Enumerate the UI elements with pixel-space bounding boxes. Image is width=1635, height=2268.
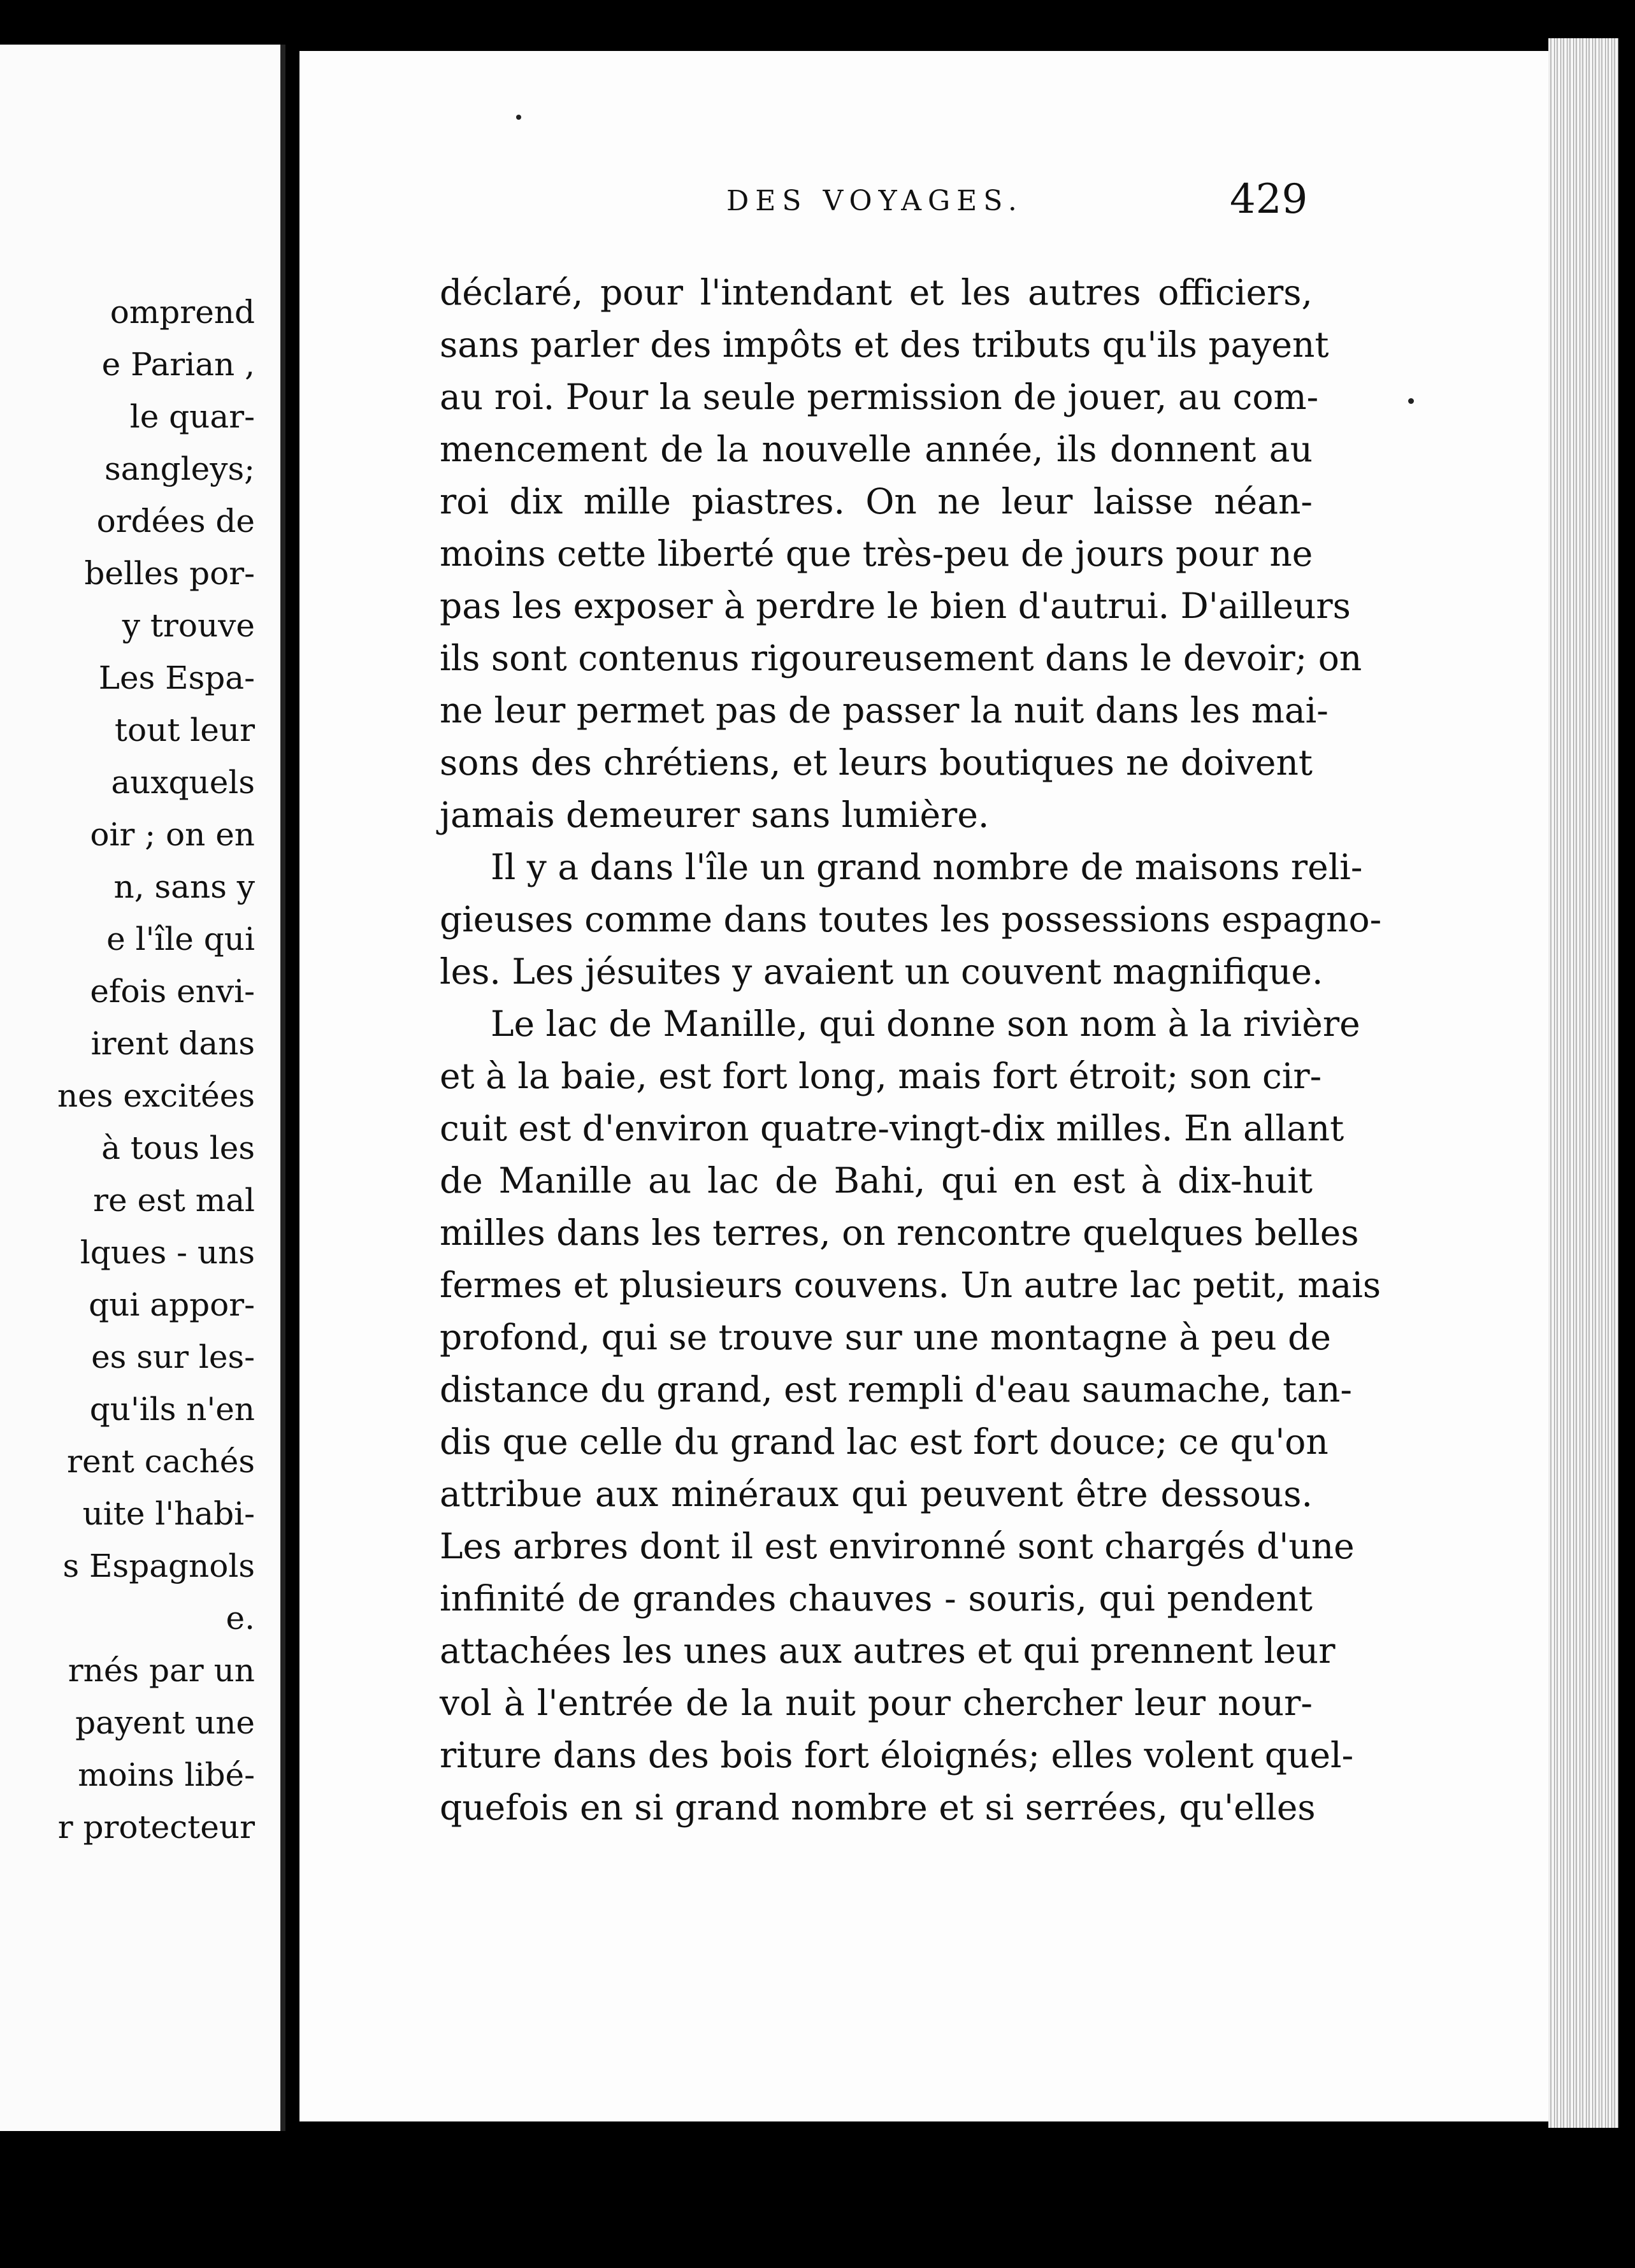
left-text-line: irent dans xyxy=(90,1025,255,1062)
left-text-line: qu'ils n'en xyxy=(89,1391,255,1428)
text-line: fermes et plusieurs couvens. Un autre lac petit, mais xyxy=(440,1265,1381,1305)
text-line: cuit est d'environ quatre-vingt-dix milles. En allant xyxy=(440,1108,1344,1149)
text-line: infinité de grandes chauves - souris, qui pendent xyxy=(440,1578,1313,1619)
left-text-line: ordées de xyxy=(96,503,255,540)
left-text-line: omprend xyxy=(110,294,255,331)
left-text-line: tout leur xyxy=(114,712,255,749)
paragraph-first-line: Il y a dans l'île un grand nombre de maisons reli- xyxy=(491,847,1363,887)
left-text-line: y trouve xyxy=(122,607,255,644)
left-text-line: efois envi- xyxy=(90,973,255,1010)
left-text-line: auxquels xyxy=(111,764,255,801)
left-text-line: sangleys; xyxy=(104,450,255,487)
text-line: ils sont contenus rigoureusement dans le devoir; on xyxy=(440,638,1362,678)
left-text-line: nes excitées xyxy=(57,1077,255,1114)
text-line: distance du grand, est rempli d'eau saumache, tan- xyxy=(440,1369,1352,1410)
text-line: mencement de la nouvelle année, ils donnent au xyxy=(440,429,1313,470)
left-text-line: rnés par un xyxy=(68,1652,255,1689)
text-line: déclaré, pour l'intendant et les autres officiers, xyxy=(440,272,1313,313)
left-text-line: qui appor- xyxy=(89,1286,255,1323)
text-line: moins cette liberté que très-peu de jours pour ne xyxy=(440,533,1313,574)
left-text-line: e l'île qui xyxy=(106,921,255,958)
text-line: pas les exposer à perdre le bien d'autrui. D'ailleurs xyxy=(440,585,1351,626)
text-line: milles dans les terres, on rencontre quelques belles xyxy=(440,1212,1359,1253)
left-text-line: à tous les xyxy=(101,1130,255,1166)
left-text-line: payent une xyxy=(75,1704,255,1741)
left-text-line: lques - uns xyxy=(80,1234,255,1271)
text-line: de Manille au lac de Bahi, qui en est à dix-huit xyxy=(440,1160,1313,1201)
text-line: attachées les unes aux autres et qui prennent leur xyxy=(440,1630,1336,1671)
left-text-line: re est mal xyxy=(93,1182,255,1219)
left-text-line: rent cachés xyxy=(67,1443,255,1480)
text-line: quefois en si grand nombre et si serrées, qu'elles xyxy=(440,1787,1316,1828)
text-line: les. Les jésuites y avaient un couvent magnifique. xyxy=(440,951,1323,992)
text-line: Les arbres dont il est environné sont chargés d'une xyxy=(440,1526,1355,1567)
left-text-line: e Parian , xyxy=(101,346,255,383)
paper-speck xyxy=(1408,398,1414,404)
text-line: ne leur permet pas de passer la nuit dans les mai- xyxy=(440,690,1329,731)
left-text-line: es sur les- xyxy=(91,1339,255,1375)
page-edge-stack xyxy=(1548,38,1618,2128)
text-line: jamais demeurer sans lumière. xyxy=(440,794,990,835)
left-text-line: le quar- xyxy=(129,398,255,435)
left-text-line: uite l'habi- xyxy=(82,1495,255,1532)
text-line: sans parler des impôts et des tributs qu'ils payent xyxy=(440,324,1329,365)
paper-speck xyxy=(516,115,521,120)
left-text-line: belles por- xyxy=(84,555,255,592)
left-text-line: oir ; on en xyxy=(90,816,255,853)
text-line: profond, qui se trouve sur une montagne à peu de xyxy=(440,1317,1331,1358)
page-header xyxy=(433,159,1325,223)
left-text-line: moins libé- xyxy=(78,1756,255,1793)
paragraph-first-line: Le lac de Manille, qui donne son nom à la rivière xyxy=(491,1003,1360,1044)
left-text-line: Les Espa- xyxy=(98,659,255,696)
text-line: sons des chrétiens, et leurs boutiques ne doivent xyxy=(440,742,1313,783)
text-line: au roi. Pour la seule permission de jouer, au com- xyxy=(440,377,1319,417)
left-text-line: s Espagnols xyxy=(62,1547,255,1584)
text-line: et à la baie, est fort long, mais fort étroit; son cir- xyxy=(440,1056,1322,1096)
running-head: DES VOYAGES. xyxy=(726,185,1023,217)
text-line: attribue aux minéraux qui peuvent être dessous. xyxy=(440,1474,1313,1514)
text-line: riture dans des bois fort éloignés; elles volent quel- xyxy=(440,1735,1354,1776)
page-number: 429 xyxy=(1230,176,1308,223)
left-text-line: r protecteur xyxy=(57,1809,255,1846)
text-line: gieuses comme dans toutes les possessions espagno- xyxy=(440,899,1382,940)
text-line: vol à l'entrée de la nuit pour chercher leur nour- xyxy=(440,1683,1313,1723)
left-text-line: e. xyxy=(226,1600,255,1637)
left-facing-page xyxy=(0,45,285,2131)
text-line: dis que celle du grand lac est fort douce; ce qu'on xyxy=(440,1421,1329,1462)
text-line: roi dix mille piastres. On ne leur laisse néan- xyxy=(440,481,1313,522)
left-text-line: n, sans y xyxy=(113,868,255,905)
